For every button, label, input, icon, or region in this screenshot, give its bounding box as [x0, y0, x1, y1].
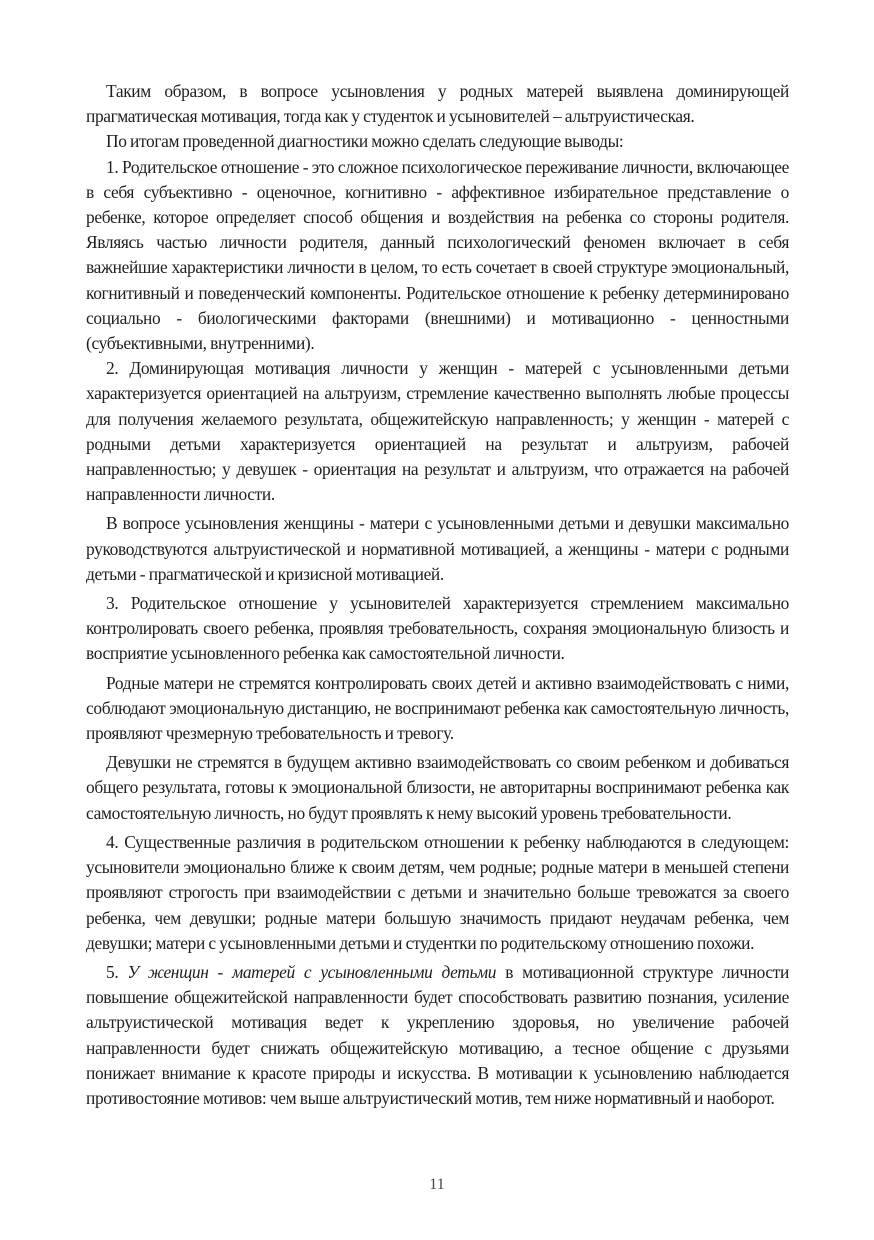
paragraph-adoption-motivation: В вопросе усыновления женщины - матери с усыновленными детьми и девушки максимально руководствуются альтруистической и нормативной мотивацией, а женщины - матери с родными детьми - прагматической и кризисной мотивацией.	[86, 513, 789, 584]
paragraph-conclusions-lead: По итогам проведенной диагностики можно сделать следующие выводы:	[106, 131, 624, 152]
paragraph-point-5	[86, 960, 789, 1111]
point-5-text: в мотивационной структуре личности повышение общежитейской направленности будет способствовать развитию познания, усиление альтруистической мотивация ведет к укреплению здоровья, но увеличение рабочей направленности будет снижать общежитейскую мотивацию, а тесное общение с друзьями понижает внимание к красоте природы и искусства. В мотивации к усыновлению наблюдается противостояние мотивов: чем выше альтруистический мотив, тем ниже нормативный и наоборот.	[86, 961, 789, 1108]
page-number: 11	[429, 1176, 445, 1193]
paragraph-point-1: 1. Родительское отношение - это сложное психологическое переживание личности, включающее в себя субъективно - оценочное, когнитивно - аффективное избирательное представление о ребенке, которое определяет способ общения и воздействия на ребенка со стороны родителя. Являясь частью личности родителя, данный психологический феномен включает в себя важнейшие характеристики личности в целом, то есть сочетает в своей структуре эмоциональный, когнитивный и поведенческий компоненты. Родительское отношение к ребенку детерминировано социально - биологическими факторами (внешними) и мотивационно - ценностными (субъективными, внутренними).	[86, 156, 789, 354]
point-5-number: 5.	[106, 961, 119, 982]
paragraph-point-4: 4. Существенные различия в родительском отношении к ребенку наблюдаются в следующем: усыновители эмоционально ближе к своим детям, чем родные; родные матери в меньшей степени проявляют строгость при взаимодействии с детьми и значительно больше тревожатся за своего ребенка, чем девушки; родные матери большую значимость придают неудачам ребенка, чем девушки; матери с усыновленными детьми и студентки по родительскому отношению похожи.	[86, 831, 789, 953]
paragraph-girls: Девушки не стремятся в будущем активно взаимодействовать со своим ребенком и добиваться общего результата, готовы к эмоциональной близости, не авторитарны воспринимают ребенка как самостоятельную личность, но будут проявлять к нему высокий уровень требовательности.	[86, 752, 789, 823]
body-text	[86, 79, 789, 1111]
paragraph-conclusion-intro: Таким образом, в вопросе усыновления у родных матерей выявлена доминирующей прагматическая мотивация, тогда как у студенток и усыновителей – альтруистическая.	[86, 81, 789, 127]
paragraph-point-3: 3. Родительское отношение у усыновителей характеризуется стремлением максимально контролировать своего ребенка, проявляя требовательность, сохраняя эмоциональную близость и восприятие усыновленного ребенка как самостоятельной личности.	[86, 593, 789, 664]
point-5-italic-subject: У женщин - матерей с усыновленными детьми	[127, 961, 497, 982]
paragraph-birth-mothers: Родные матери не стремятся контролировать своих детей и активно взаимодействовать с ними, соблюдают эмоциональную дистанцию, не воспринимают ребенка как самостоятельную личность, проявляют чрезмерную требовательность и тревогу.	[86, 672, 789, 744]
paragraph-point-2: 2. Доминирующая мотивация личности у женщин - матерей с усыновленными детьми характеризуется ориентацией на альтруизм, стремление качественно выполнять любые процессы для получения желаемого результата, общежитейскую направленность; у женщин - матерей с родными детьми характеризуется ориентацией на результат и альтруизм, рабочей направленностью; у девушек - ориентация на результат и альтруизм, что отражается на рабочей направленности личности.	[86, 358, 789, 505]
